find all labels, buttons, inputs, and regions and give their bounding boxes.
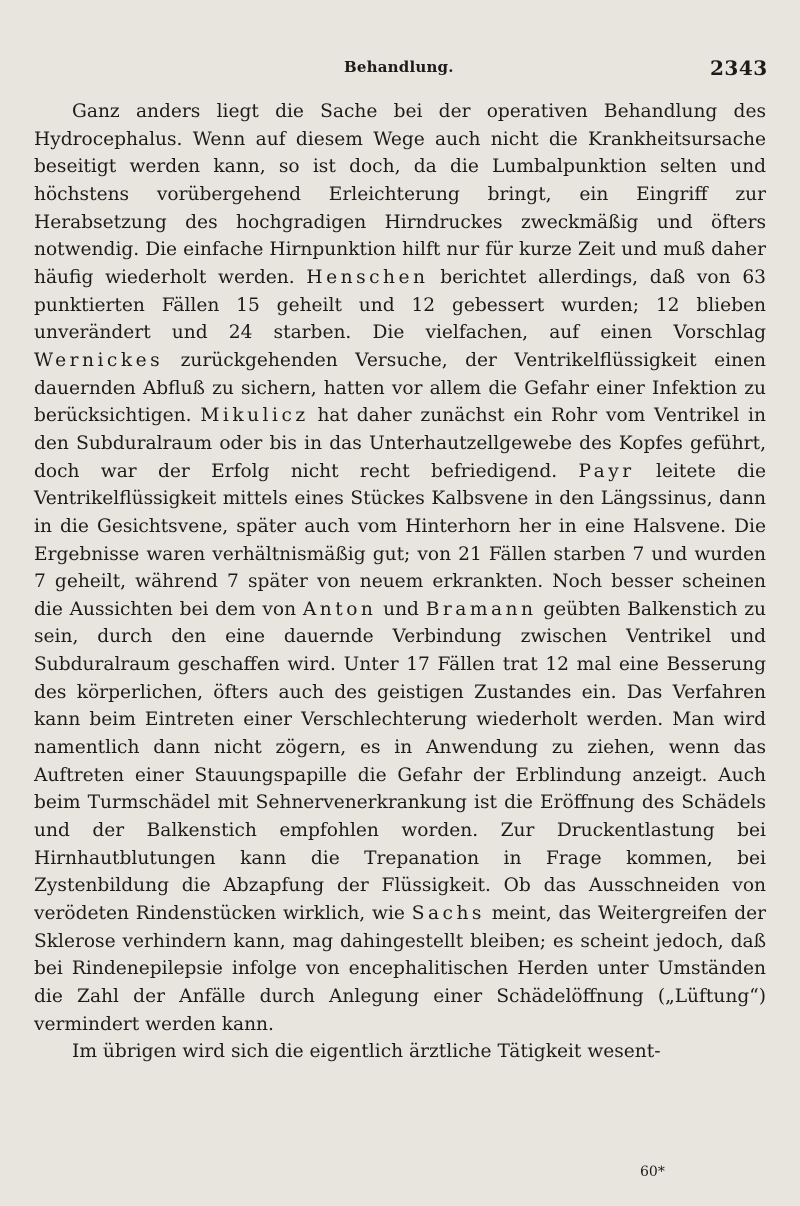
running-head — [0, 54, 800, 82]
text-run: hat daher zunächst ein Rohr vom Ventrikel in den Subduralraum oder bis in das Unterhautzellgewebe des Kopfes geführt, doch war der Erfolg nicht recht befriedigend. — [34, 405, 766, 482]
author-name-wernickes: Wernickes — [34, 349, 164, 371]
text-run: geübten Balkenstich zu sein, durch den eine dauernde Verbindung zwischen Ventrikel und Subduralraum geschaffen wird. Unter 17 Fällen trat 12 mal eine Besserung des körperlichen, öfters auch des geistigen Zustandes ein. Das Verfahren kann beim Eintreten einer Verschlechterung wiederholt werden. Man wird namentlich dann nicht zögern, es in Anwendung zu ziehen, wenn das Auftreten einer Stauungspapille die Gefahr der Erblindung anzeigt. Auch beim Turmschädel mit Sehnervenerkrankung ist die Eröffnung des Schädels und der Balkenstich empfohlen worden. Zur Druckentlastung bei Hirnhautblutungen kann die Trepanation in Frage kommen, bei Zystenbildung die Abzapfung der Flüssigkeit. Ob das Ausschneiden von verödeten Rindenstücken wirklich, wie — [34, 598, 766, 925]
author-name-henschen: Henschen — [306, 266, 429, 288]
page-number: 2343 — [710, 56, 768, 80]
author-name-mikulicz: Mikulicz — [200, 405, 309, 427]
paragraph-1 — [34, 98, 766, 1038]
author-name-anton: Anton — [302, 598, 377, 620]
text-run: und — [383, 598, 419, 620]
author-name-sachs: Sachs — [411, 903, 485, 925]
paragraph-2: Im übrigen wird sich die eigentlich ärztliche Tätigkeit wesent- — [72, 1041, 661, 1063]
text-run: meint, das Weitergreifen der Sklerose verhindern kann, mag dahingestellt bleiben; es scheint jedoch, daß bei Rindenepilepsie infolge von encephalitischen Herden unter Umständen die Zahl der Anfälle durch Anlegung einer Schädelöffnung („Lüftung“) vermindert werden kann. — [34, 903, 766, 1035]
text-run: zurückgehenden Versuche, der Ventrikelflüssigkeit einen dauernden Abfluß zu sichern, hatten vor allem die Gefahr einer Infektion zu berücksichtigen. — [34, 349, 766, 427]
sheet-signature: 60* — [640, 1164, 665, 1180]
body-text — [34, 98, 766, 1066]
author-name-payr: Payr — [578, 460, 635, 482]
text-run: Ganz anders liegt die Sache bei der operativen Behandlung des Hydrocephalus. Wenn auf diesem Wege auch nicht die Krankheitsursache beseitigt werden kann, so ist doch, da die Lumbalpunktion selten und höchstens vorübergehend Erleichterung bringt, ein Eingriff zur Herabsetzung des hochgradigen Hirndruckes zweckmäßig und öfters notwendig. Die einfache Hirnpunktion hilft nur für kurze Zeit und muß daher häufig wiederholt werden. — [34, 101, 766, 288]
author-name-bramann: Bramann — [425, 598, 537, 620]
text-run: leitete die Ventrikelflüssigkeit mittels eines Stückes Kalbsvene in den Längssinus, dann in die Gesichtsvene, später auch vom Hinterhorn her in eine Halsvene. Die Ergebnisse waren verhältnismäßig gut; von 21 Fällen starben 7 und wurden 7 geheilt, während 7 später von neuem erkrankten. Noch besser scheinen die Aussichten bei dem von — [34, 460, 766, 620]
text-run: berichtet allerdings, daß von 63 punktierten Fällen 15 geheilt und 12 gebessert wurden; 12 blieben unverändert und 24 starben. Die vielfachen, auf einen Vorschlag — [34, 266, 766, 344]
running-title: Behandlung. — [344, 58, 454, 76]
